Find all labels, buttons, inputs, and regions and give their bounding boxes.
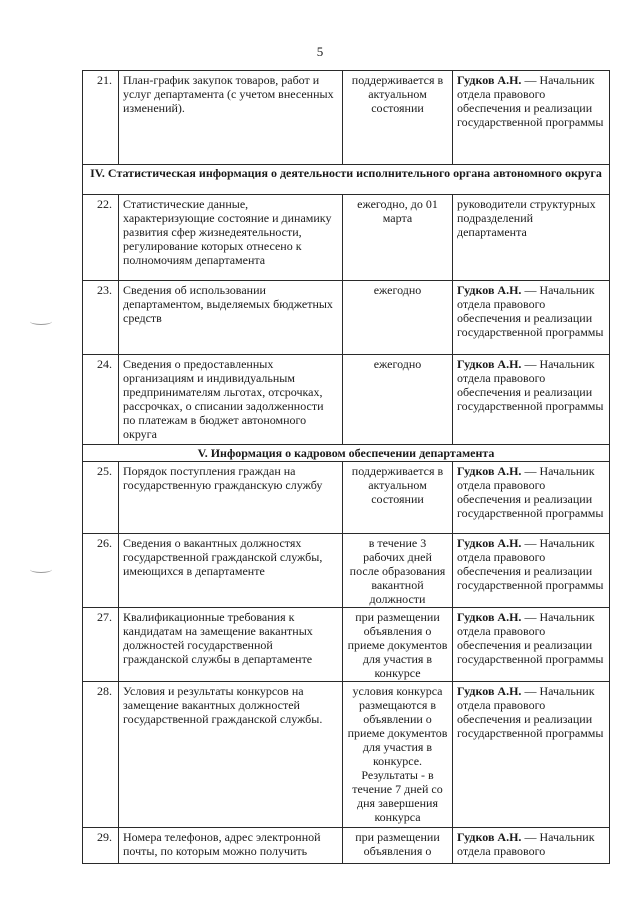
row-name: Сведения о предоставленных организациям и индивидуальным предпринимателям льготах, отсрочках, рассрочках, о списании задолженности по платежам в бюджет автономного округа [119,355,343,445]
row-name: План-график закупок товаров, работ и услуг департамента (с учетом внесенных изменений). [119,71,343,165]
row-term: поддерживается в актуальном состоянии [343,71,453,165]
row-name: Номера телефонов, адрес электронной почты, по которым можно получить [119,828,343,864]
row-number: 26. [83,534,119,608]
row-number: 24. [83,355,119,445]
row-responsible [453,682,610,828]
responsible-position: — Начальник отдела правового обеспечения и реализации государственной программы [457,610,604,666]
responsible-name: Гудков А.Н. [457,357,522,371]
section-header-row [83,445,610,462]
row-name: Сведения о вакантных должностях государственной гражданской службы, имеющихся в департаменте [119,534,343,608]
row-number: 29. [83,828,119,864]
table-row [83,71,610,165]
table-row [83,534,610,608]
margin-scribble-1 [30,318,52,325]
table-row [83,462,610,534]
row-name: Условия и результаты конкурсов на замещение вакантных должностей государственной гражданской службы. [119,682,343,828]
row-term: при размещении объявления о [343,828,453,864]
responsible-name: Гудков А.Н. [457,536,522,550]
responsible-position: — Начальник отдела правового [457,830,595,858]
page-number: 5 [316,44,324,59]
responsible-name: Гудков А.Н. [457,464,522,478]
responsible-position: — Начальник отдела правового обеспечения и реализации государственной программы [457,464,604,520]
row-term: при размещении объявления о приеме документов для участия в конкурсе [343,608,453,682]
row-number: 21. [83,71,119,165]
row-term: условия конкурса размещаются в объявлении о приеме документов для участия в конкурсе. Результаты - в течение 7 дней со дня завершения конкурса [343,682,453,828]
responsible-position: — Начальник отдела правового обеспечения и реализации государственной программы [457,684,604,740]
row-term: ежегодно [343,281,453,355]
section-title: V. Информация о кадровом обеспечении департамента [83,445,610,462]
responsible-name: Гудков А.Н. [457,830,522,844]
row-responsible [453,462,610,534]
section-title: IV. Статистическая информация о деятельности исполнительного органа автономного округа [83,165,610,195]
row-number: 22. [83,195,119,281]
responsible-name: Гудков А.Н. [457,73,522,87]
row-number: 28. [83,682,119,828]
row-responsible [453,355,610,445]
document-table [82,70,610,864]
table-row [83,828,610,864]
section-header-row [83,165,610,195]
table-row [83,355,610,445]
responsible-name: Гудков А.Н. [457,283,522,297]
row-term: в течение 3 рабочих дней после образования вакантной должности [343,534,453,608]
row-number: 25. [83,462,119,534]
responsible-position: — Начальник отдела правового обеспечения и реализации государственной программы [457,536,604,592]
row-name: Статистические данные, характеризующие состояние и динамику развития сфер жизнедеятельности, регулирование которых отнесено к полномочиям департамента [119,195,343,281]
row-name: Квалификационные требования к кандидатам на замещение вакантных должностей государственной гражданской службы в департаменте [119,608,343,682]
row-name: Порядок поступления граждан на государственную гражданскую службу [119,462,343,534]
row-number: 27. [83,608,119,682]
table-row [83,195,610,281]
row-responsible [453,281,610,355]
table-row [83,281,610,355]
row-responsible [453,828,610,864]
row-name: Сведения об использовании департаментом, выделяемых бюджетных средств [119,281,343,355]
row-term: ежегодно, до 01 марта [343,195,453,281]
row-number: 23. [83,281,119,355]
responsible-name: Гудков А.Н. [457,610,522,624]
row-responsible [453,608,610,682]
row-term: ежегодно [343,355,453,445]
table-row [83,608,610,682]
margin-scribble-2 [30,566,52,573]
row-responsible [453,195,610,281]
responsible-position: — Начальник отдела правового обеспечения и реализации государственной программы [457,283,604,339]
responsible-name: Гудков А.Н. [457,684,522,698]
responsible-position: — Начальник отдела правового обеспечения и реализации государственной программы [457,357,604,413]
row-responsible [453,534,610,608]
table-row [83,682,610,828]
row-responsible [453,71,610,165]
responsible-position: — Начальник отдела правового обеспечения и реализации государственной программы [457,73,604,129]
row-term: поддерживается в актуальном состоянии [343,462,453,534]
responsible-position: руководители структурных подразделений департамента [457,197,596,239]
